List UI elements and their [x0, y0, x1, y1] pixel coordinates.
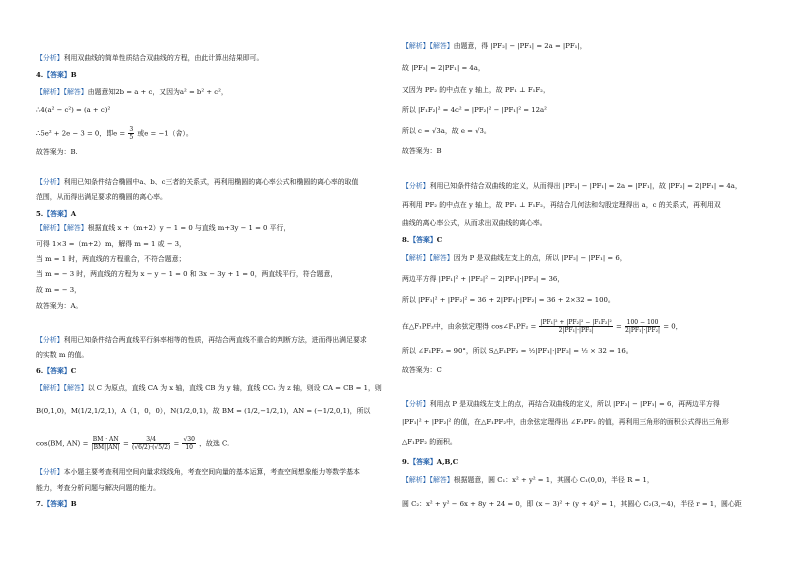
solution-q4-line3: [36, 126, 193, 141]
solution-q7-line5: 所以 c = √3a，故 e = √3。: [402, 127, 491, 135]
solution-q5-line4: 当 m = − 3 时，两直线的方程为 x − y − 1 = 0 和 3x − 3y + 1 = 0，两直线平行，符合题意，: [36, 270, 338, 278]
analysis-q8-line3: △F₁PF₂ 的面积。: [402, 438, 457, 446]
analysis-q6-line2: 能力，考查分析问题与解决问题的能力。: [36, 484, 161, 492]
solution-q5-line1: 【解析】【解答】根据直线 x +（m+2）y − 1 = 0 与直线 m+3y − 1 = 0 平行，: [36, 224, 291, 232]
cosine-law-expression: 在△F₁PF₂中，由余弦定理得 cos∠F₁PF₂ =: [402, 322, 537, 331]
fraction-values: [625, 319, 660, 334]
solution-q7-line4: 所以 |F₁F₂|² = 4c² = |PF₂|² − |PF₁|² = 12a²: [402, 106, 547, 114]
solution-q8-line3: 所以 |PF₁|² + |PF₂|² = 36 + 2|PF₁|·|PF₂| = 36 + 2×32 = 100。: [402, 296, 615, 304]
section-tag: 【解析】: [402, 476, 430, 484]
section-tag: 【解答】: [429, 254, 454, 262]
fraction-cosine-law: [539, 319, 612, 334]
answer-statement-q5: 故答案为：A。: [36, 302, 83, 310]
section-tag: 【答案】: [43, 500, 71, 508]
section-tag: 【解析】: [36, 88, 64, 96]
solution-q8-line5: 所以 ∠F₁PF₂ = 90°，所以 S△F₁PF₂ = ½|PF₁|·|PF₂| = ½ × 32 = 16。: [402, 347, 633, 355]
solution-q7-line1: 【解析】【解答】由题意，得 |PF₂| − |PF₁| = 2a = |PF₁|，: [402, 42, 587, 50]
fraction-den: (√6/2)·(√5/2): [132, 444, 171, 451]
fraction-den: 5: [129, 134, 134, 141]
analysis-q7-line3: 曲线的离心率公式，从而求出双曲线的离心率。: [402, 219, 547, 227]
fraction-num: BM · AN: [92, 436, 119, 443]
analysis-q5-line2: 的实数 m 的值。: [36, 351, 89, 359]
right-column: [402, 0, 777, 561]
fraction-num: 100 − 100: [626, 319, 659, 326]
fraction-den: 2|PF₁|·|PF₂|: [558, 327, 594, 334]
solution-q6-line3: [36, 436, 229, 451]
section-tag: 【分析】: [402, 182, 430, 190]
solution-q8-line1: 【解析】【解答】因为 P 是双曲线左支上的点，所以 |PF₂| − |PF₁| = 6，: [402, 254, 627, 262]
section-tag: 【解析】: [36, 384, 64, 392]
cos-expression: cos⟨BM, AN⟩ =: [36, 439, 89, 448]
solution-q9-line2: 圆 C₂：x² + y² − 6x + 8y + 24 = 0，即 (x − 3)² + (y + 4)² = 1，其圆心 C₂(3,−4)，半径 r = 1，圆心距: [402, 500, 742, 508]
analysis-q7-line2: 再利用 PF₂ 的中点在 y 轴上，故 PF₁ ⊥ F₁F₂，再结合几何法和勾股定理得出 a，c 的关系式，再利用双: [402, 201, 721, 209]
answer-q9: 9.【答案】A,B,C: [402, 458, 459, 466]
fraction-3-5: [128, 126, 134, 141]
analysis-q8-line1: 【分析】利用点 P 是双曲线左支上的点，再结合双曲线的定义，所以 |PF₂| − |PF₁| = 6，再两边平方得: [402, 400, 720, 408]
fraction-den: 10: [185, 444, 193, 451]
section-tag: 【解答】: [429, 476, 454, 484]
fraction-num: √30: [183, 436, 195, 443]
analysis-q6-line1: 【分析】本小题主要考查利用空间向量求线线角，考查空间向量的基本运算，考查空间想象能力等数学基本: [36, 468, 360, 476]
fraction-num: 3: [129, 126, 134, 133]
solution-q8-line4: [402, 319, 683, 334]
fraction-dot-product: [92, 436, 120, 451]
section-tag: 【分析】: [36, 468, 64, 476]
section-tag: 【答案】: [409, 458, 437, 466]
section-tag: 【答案】: [43, 367, 71, 375]
section-tag: 【分析】: [36, 336, 64, 344]
fraction-den: 2|PF₁|·|PF₂|: [625, 327, 661, 334]
section-tag: 【分析】: [36, 178, 64, 186]
solution-q4-line3-a: ∴5e² + 2e − 3 = 0，即e =: [36, 129, 126, 138]
fraction-result: [182, 436, 195, 451]
equals-sign: =: [173, 439, 180, 448]
answer-q5: 5.【答案】A: [36, 210, 77, 218]
answer-statement-q4: 故答案为：B.: [36, 148, 78, 156]
solution-q4-line3-b: 或e = −1（舍）。: [137, 129, 193, 138]
analysis-q4-line2: 范围，从而得出满足要求的椭圆的离心率。: [36, 193, 167, 201]
equals-sign: =: [616, 322, 622, 331]
analysis-q8-line2: |PF₁|² + |PF₂|² 的值，在△F₁PF₂中，由余弦定理得出 ∠F₁PF₂ 的值，再利用三角形的面积公式得出三角形: [402, 418, 729, 426]
fraction-den: |BM||AN|: [91, 444, 120, 451]
solution-q4-line1: 【解析】【解答】由题意知2b = a + c，又因为a² = b² + c²，: [36, 88, 228, 96]
solution-q7-line2: 故 |PF₂| = 2|PF₁| = 4a，: [402, 64, 485, 72]
solution-q6-line1: 【解析】【解答】以 C 为原点，直线 CA 为 x 轴，直线 CB 为 y 轴，直线 CC₁ 为 z 轴，则设 CA = CB = 1，则: [36, 384, 382, 392]
equals-zero: = 0，: [663, 322, 683, 331]
section-tag: 【解析】: [36, 224, 64, 232]
left-column: [36, 0, 411, 561]
section-tag: 【解答】: [63, 384, 88, 392]
section-tag: 【解答】: [63, 88, 88, 96]
solution-q5-line3: 当 m = 1 时，两直线的方程重合，不符合题意；: [36, 255, 186, 263]
fraction-values: [132, 436, 170, 451]
section-tag: 【答案】: [409, 236, 437, 244]
section-tag: 【答案】: [43, 210, 71, 218]
section-tag: 【解析】: [402, 254, 430, 262]
section-tag: 【解析】: [402, 42, 430, 50]
section-tag: 【解答】: [429, 42, 454, 50]
solution-q7-line3: 又因为 PF₂ 的中点在 y 轴上，故 PF₁ ⊥ F₁F₂，: [402, 86, 550, 94]
choose-c: ，故选 C.: [199, 439, 230, 448]
solution-q6-line2: B(0,1,0)，M(1/2,1/2,1)，A（1，0，0），N(1/2,0,1)，故 BM = (1/2,−1/2,1)，AN = (−1/2,0,1)，所以: [36, 407, 371, 415]
analysis-q7-line1: 【分析】利用已知条件结合双曲线的定义，从而得出 |PF₂| − |PF₁| = 2a = |PF₁|，故 |PF₂| = 2|PF₁| = 4a，: [402, 182, 742, 190]
section-tag: 【分析】: [402, 400, 430, 408]
answer-statement-q7: 故答案为：B: [402, 147, 442, 155]
analysis-q5-line1: 【分析】利用已知条件结合两直线平行斜率相等的性质，再结合两直线不重合的判断方法，进而得出满足要求: [36, 336, 367, 344]
fraction-num: 3/4: [132, 436, 170, 444]
answer-q4: 4.【答案】B: [36, 71, 77, 79]
solution-q9-line1: 【解析】【解答】根据题意，圆 C₁：x² + y² = 1，其圆心 C₁(0,0)，半径 R = 1，: [402, 476, 654, 484]
equals-sign: =: [123, 439, 129, 448]
solution-q5-line2: 可得 1×3 =（m+2）m，解得 m = 1 或 − 3，: [36, 240, 186, 248]
section-tag: 【解答】: [63, 224, 88, 232]
solution-q4-line2: ∴4(a² − c²) = (a + c)²: [36, 106, 111, 114]
answer-statement-q8: 故答案为：C: [402, 366, 442, 374]
solution-q8-line2: 两边平方得 |PF₁|² + |PF₂|² − 2|PF₁|·|PF₂| = 36，: [402, 275, 565, 283]
section-tag: 【答案】: [43, 71, 71, 79]
answer-q6: 6.【答案】C: [36, 367, 77, 375]
answer-q7: 7.【答案】B: [36, 500, 77, 508]
analysis-q4-line1: 【分析】利用已知条件结合椭圆中a、b、c三者的关系式，再利用椭圆的离心率公式和椭圆的离心率的取值: [36, 178, 359, 186]
section-tag: 【分析】: [36, 54, 64, 62]
fraction-num: |PF₁|² + |PF₂|² − |F₁F₂|²: [540, 319, 612, 326]
analysis-q3: 【分析】利用双曲线的简单性质结合双曲线的方程，由此计算出结果即可。: [36, 54, 264, 62]
solution-q5-line5: 故 m = − 3，: [36, 286, 82, 294]
answer-q8: 8.【答案】C: [402, 236, 443, 244]
